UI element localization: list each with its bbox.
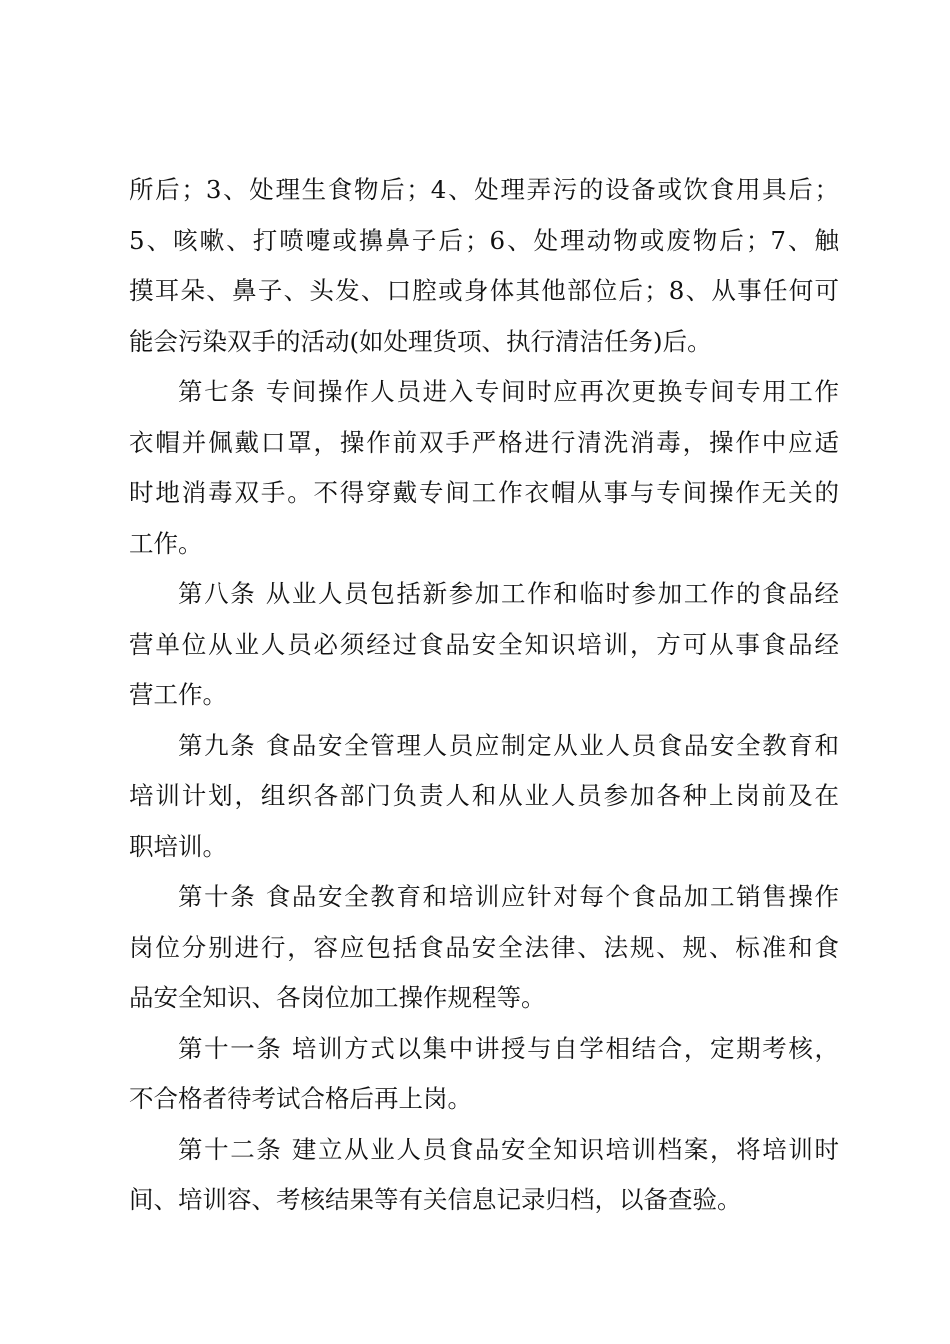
text-line: 品安全知识、各岗位加工操作规程等。	[129, 983, 546, 1012]
text-line: 第十一条 培训方式以集中讲授与自学相结合，定期考核，	[178, 1033, 839, 1063]
text-line: 间、培训容、考核结果等有关信息记录归档，以备查验。	[129, 1185, 742, 1214]
text-line: 职培训。	[129, 831, 227, 861]
paragraph-article-10	[129, 872, 839, 1024]
paragraph-article-8	[129, 569, 839, 721]
text-line: 营工作。	[129, 680, 227, 709]
text-line: 岗位分别进行，容应包括食品安全法律、法规、规、标准和食	[129, 932, 839, 962]
text-line: 时地消毒双手。不得穿戴专间工作衣帽从事与专间操作无关的	[129, 478, 839, 507]
paragraph-article-9	[129, 721, 839, 873]
text-line: 所后；3、处理生食物后；4、处理弄污的设备或饮食用具后；	[129, 175, 839, 204]
paragraph-article-7	[129, 367, 839, 569]
text-line: 第八条 从业人员包括新参加工作和临时参加工作的食品经	[178, 579, 839, 608]
document-body	[129, 165, 839, 1226]
paragraph-continuation	[129, 165, 839, 367]
text-line: 衣帽并佩戴口罩，操作前双手严格进行清洗消毒，操作中应适	[129, 427, 839, 457]
text-line: 能会污染双手的活动(如处理货项、执行清洁任务)后。	[129, 326, 712, 356]
paragraph-article-12	[129, 1125, 839, 1226]
text-line: 营单位从业人员必须经过食品安全知识培训，方可从事食品经	[129, 629, 839, 659]
text-line: 摸耳朵、鼻子、头发、口腔或身体其他部位后；8、从事任何可	[129, 276, 839, 305]
text-line: 第七条 专间操作人员进入专间时应再次更换专间专用工作	[178, 377, 839, 406]
text-line: 培训计划，组织各部门负责人和从业人员参加各种上岗前及在	[129, 781, 839, 810]
text-line: 不合格者待考试合格后再上岗。	[129, 1084, 472, 1113]
text-line: 工作。	[129, 528, 203, 558]
text-line: 5、咳嗽、打喷嚏或擤鼻子后；6、处理动物或废物后；7、触	[129, 225, 839, 255]
text-line: 第九条 食品安全管理人员应制定从业人员食品安全教育和	[178, 730, 839, 760]
text-line: 第十条 食品安全教育和培训应针对每个食品加工销售操作	[178, 882, 839, 911]
paragraph-article-11	[129, 1024, 839, 1125]
text-line: 第十二条 建立从业人员食品安全知识培训档案，将培训时	[178, 1134, 839, 1164]
